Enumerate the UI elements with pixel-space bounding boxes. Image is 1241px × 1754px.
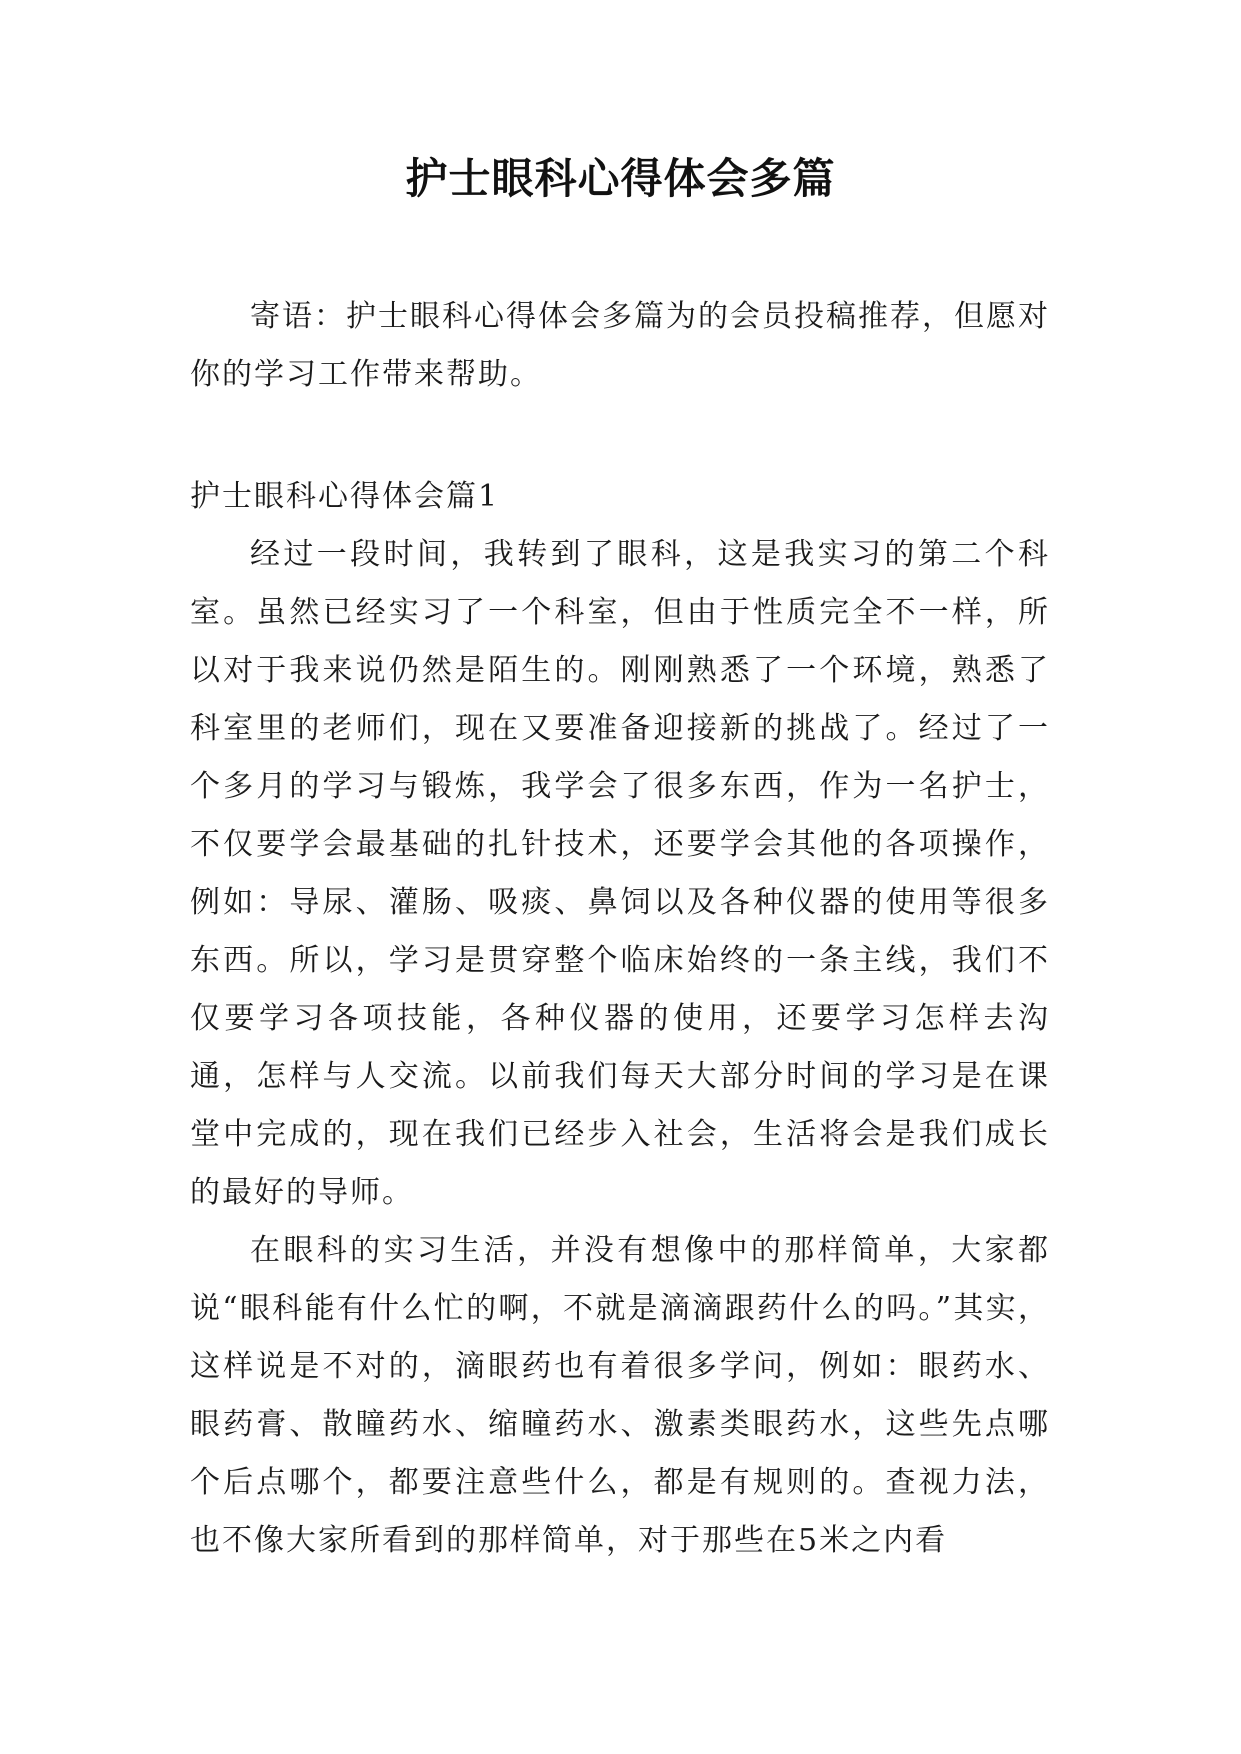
section-heading: 护士眼科心得体会篇1 — [190, 479, 500, 514]
section-1 — [190, 468, 1050, 1570]
document-title: 护士眼科心得体会多篇 — [405, 154, 836, 203]
body-paragraph: 经过一段时间，我转到了眼科，这是我实习的第二个科室。虽然已经实习了一个科室，但由于性质完全不一样，所以对于我来说仍然是陌生的。刚刚熟悉了一个环境，熟悉了科室里的老师们，现在又要准备迎接新的挑战了。经过了一个多月的学习与锻炼，我学会了很多东西，作为一名护士，不仅要学会最基础的扎针技术，还要学会其他的各项操作，例如：导尿、灌肠、吸痰、鼻饲以及各种仪器的使用等很多东西。所以，学习是贯穿整个临床始终的一条主线，我们不仅要学习各项技能，各种仪器的使用，还要学习怎样去沟通，怎样与人交流。以前我们每天大部分时间的学习是在课堂中完成的，现在我们已经步入社会，生活将会是我们成长的最好的导师。 — [190, 537, 1050, 1210]
body-paragraph: 在眼科的实习生活，并没有想像中的那样简单，大家都说“眼科能有什么忙的啊，不就是滴滴跟药什么的吗。”其实，这样说是不对的，滴眼药也有着很多学问，例如：眼药水、眼药膏、散瞳药水、缩瞳药水、激素类眼药水，这些先点哪个后点哪个，都要注意些什么，都是有规则的。查视力法，也不像大家所看到的那样简单，对于那些在5米之内看 — [190, 1233, 1050, 1558]
intro-block — [190, 288, 1050, 404]
intro-paragraph: 寄语：护士眼科心得体会多篇为的会员投稿推荐，但愿对你的学习工作带来帮助。 — [190, 299, 1050, 392]
